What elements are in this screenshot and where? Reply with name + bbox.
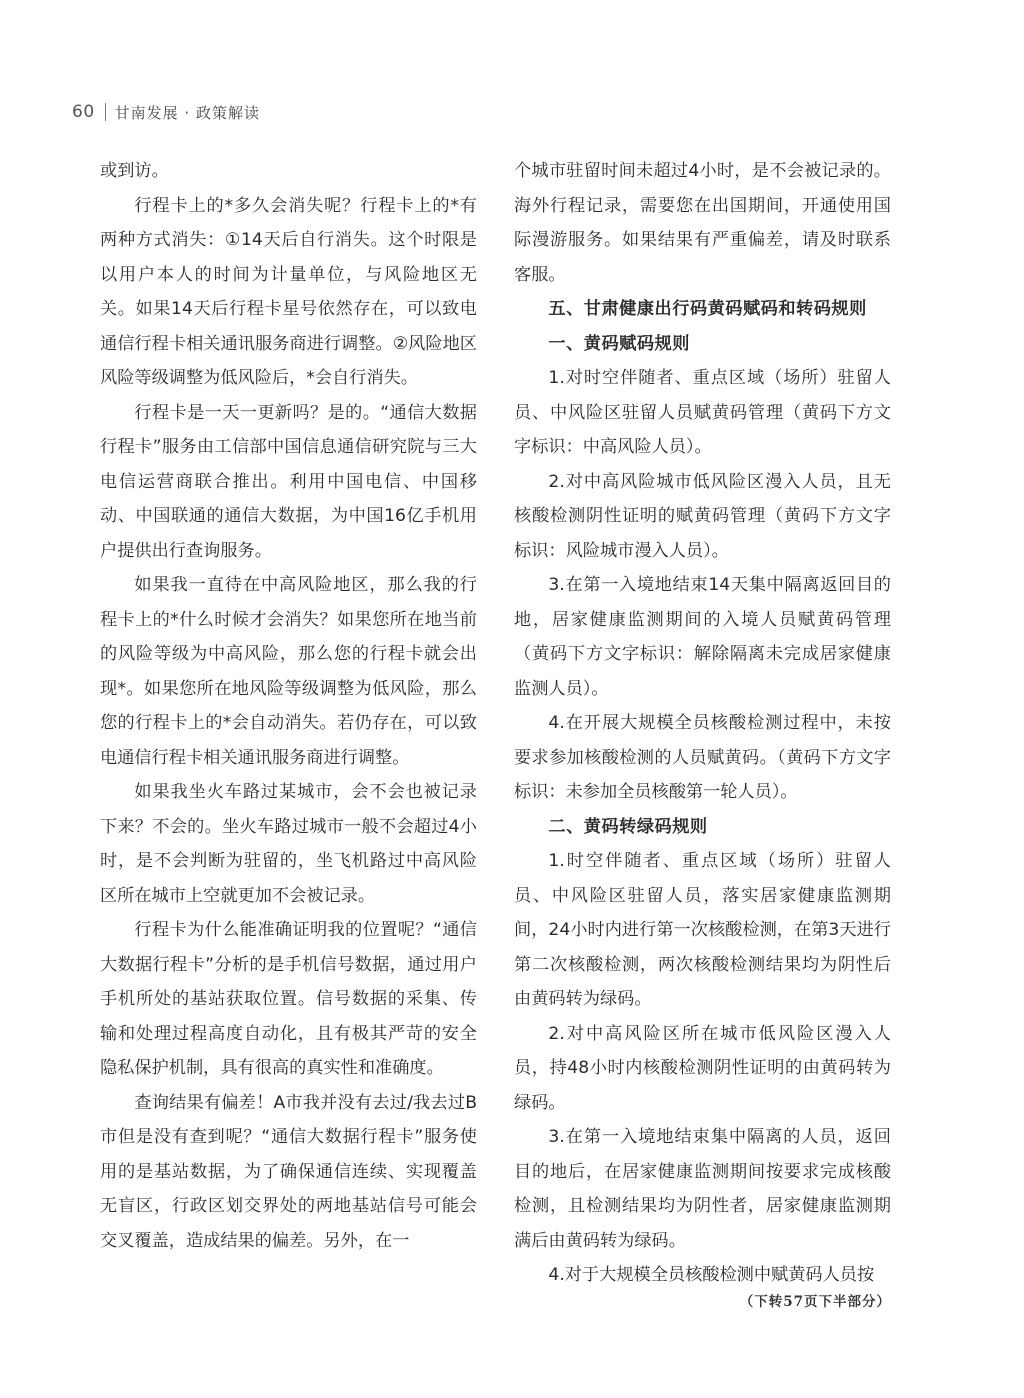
right-column [514, 154, 891, 1293]
left-column [100, 154, 477, 1258]
paragraph: 如果我坐火车路过某城市，会不会也被记录下来？不会的。坐火车路过城市一般不会超过4小时，是不会判断为驻留的，坐飞机路过中高风险区所在城市上空就更加不会被记录。 [100, 782, 477, 906]
paragraph: 行程卡是一天一更新吗？是的。“通信大数据行程卡”服务由工信部中国信息通信研究院与三大电信运营商联合推出。利用中国电信、中国移动、中国联通的通信大数据，为中国16亿手机用户提供出行查询服务。 [100, 402, 477, 561]
paragraph: 3.在第一入境地结束集中隔离的人员，返回目的地后，在居家健康监测期间按要求完成核酸检测，且检测结果均为阴性者，居家健康监测期满后由黄码转为绿码。 [514, 1127, 891, 1251]
paragraph: 行程卡为什么能准确证明我的位置呢？“通信大数据行程卡”分析的是手机信号数据，通过用户手机所处的基站获取位置。信号数据的采集、传输和处理过程高度自动化，且有极其严苛的安全隐私保护机制，具有很高的真实性和准确度。 [100, 920, 477, 1078]
paragraph: 查询结果有偏差！A市我并没有去过/我去过B市但是没有查到呢？“通信大数据行程卡”服务使用的是基站数据，为了确保通信连续、实现覆盖无盲区，行政区划交界处的两地基站信号可能会交叉覆盖，造成结果的偏差。另外，在一 [100, 1092, 477, 1251]
paragraph: 3.在第一入境地结束14天集中隔离返回目的地，居家健康监测期间的入境人员赋黄码管理（黄码下方文字标识：解除隔离未完成居家健康监测人员）。 [514, 575, 891, 699]
page-header [72, 100, 260, 124]
paragraph: 4.在开展大规模全员核酸检测过程中，未按要求参加核酸检测的人员赋黄码。（黄码下方文字标识：未参加全员核酸第一轮人员）。 [514, 713, 891, 802]
paragraph: 1.时空伴随者、重点区域（场所）驻留人员、中风险区驻留人员，落实居家健康监测期间，24小时内进行第一次核酸检测，在第3天进行第二次核酸检测，两次核酸检测结果均为阴性后由黄码转为绿码。 [514, 851, 891, 1009]
subsection-heading: 一、黄码赋码规则 [548, 333, 690, 354]
subsection-heading: 二、黄码转绿码规则 [548, 816, 708, 837]
header-divider [105, 103, 106, 121]
page-number: 60 [72, 102, 95, 122]
paragraph: 如果我一直待在中高风险地区，那么我的行程卡上的*什么时候才会消失？如果您所在地当前的风险等级为中高风险，那么您的行程卡就会出现*。如果您所在地风险等级调整为低风险，那么您的行程卡上的*会自动消失。若仍存在，可以致电通信行程卡相关通讯服务商进行调整。 [100, 575, 477, 768]
paragraph: 行程卡上的*多久会消失呢？行程卡上的*有两种方式消失：①14天后自行消失。这个时限是以用户本人的时间为计量单位，与风险地区无关。如果14天后行程卡星号依然存在，可以致电通信行程卡相关通讯服务商进行调整。②风险地区风险等级调整为低风险后，*会自行消失。 [100, 195, 477, 388]
paragraph: 1.对时空伴随者、重点区域（场所）驻留人员、中风险区驻留人员赋黄码管理（黄码下方文字标识：中高风险人员）。 [514, 368, 891, 457]
paragraph: 或到访。 [100, 161, 169, 181]
paragraph: 4.对于大规模全员核酸检测中赋黄码人员按 [548, 1265, 875, 1285]
journal-title: 甘南发展 · 政策解读 [114, 103, 260, 122]
paragraph: 个城市驻留时间未超过4小时，是不会被记录的。海外行程记录，需要您在出国期间，开通使用国际漫游服务。如果结果有严重偏差，请及时联系客服。 [514, 161, 891, 285]
section-heading: 五、甘肃健康出行码黄码赋码和转码规则 [548, 299, 867, 319]
paragraph: 2.对中高风险区所在城市低风险区漫入人员，持48小时内核酸检测阴性证明的由黄码转为绿码。 [514, 1023, 891, 1113]
paragraph: 2.对中高风险城市低风险区漫入人员，且无核酸检测阴性证明的赋黄码管理（黄码下方文字标识：风险城市漫入人员）。 [514, 471, 891, 561]
continuation-note: （下转57页下半部分） [739, 1294, 891, 1310]
